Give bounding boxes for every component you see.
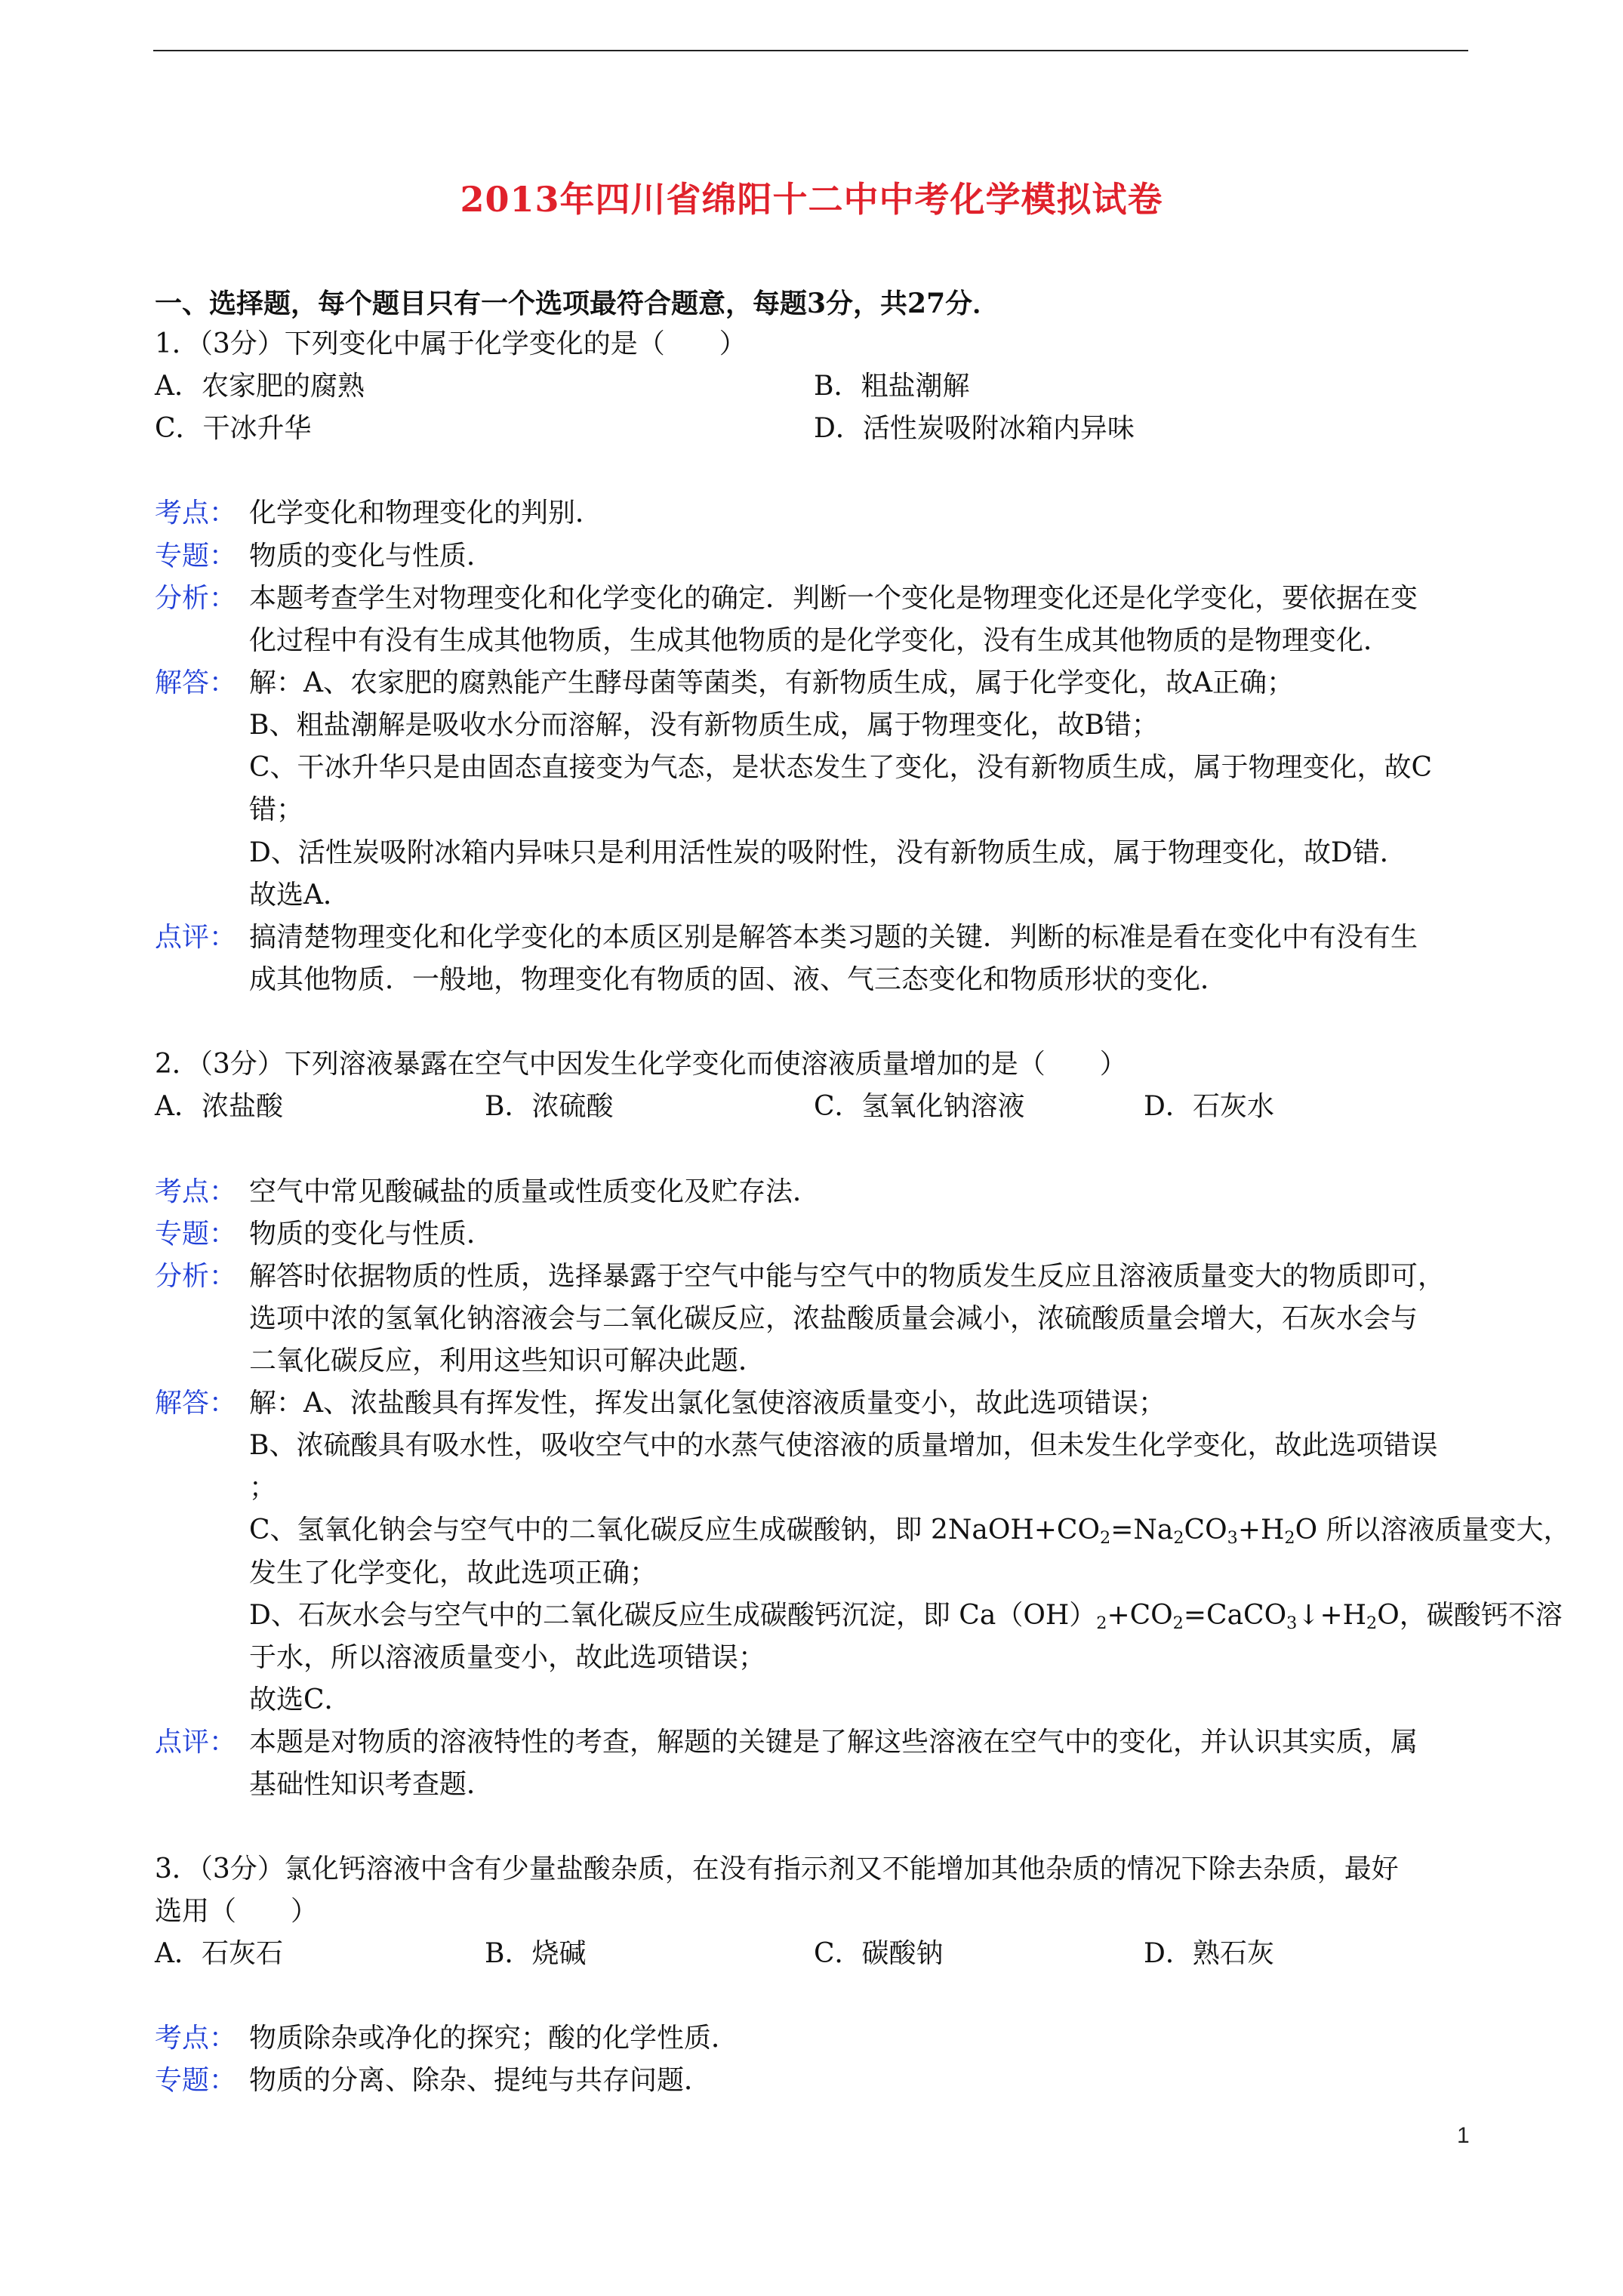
q2-jieda-d-part-d: ↓+H — [1297, 1600, 1367, 1631]
q2-zhuanti-label: 专题： — [155, 1219, 237, 1250]
q2-dianping-line-2: 基础性知识考查题． — [249, 1769, 494, 1800]
q1-kaodian-text: 化学变化和物理变化的判别． — [249, 498, 603, 529]
q1-fenxi-line-2: 化过程中有没有生成其他物质，生成其他物质的是化学变化，没有生成其他物质的是物理变化． — [249, 625, 1391, 656]
q3-kaodian-text: 物质除杂或净化的探究；酸的化学性质． — [249, 2023, 739, 2054]
q2-dianping-line-1: 本题是对物质的溶液特性的考查，解题的关键是了解这些溶液在空气中的变化，并认识其实质，属 — [249, 1727, 1418, 1758]
q1-jieda-line-3: C、干冰升华只是由固态直接变为气态，是状态发生了变化，没有新物质生成，属于物理变化，故C — [249, 752, 1433, 783]
q1-kaodian-label: 考点： — [155, 498, 237, 529]
q2-kaodian-text: 空气中常见酸碱盐的质量或性质变化及贮存法． — [249, 1176, 821, 1207]
q1-jieda-line-6: 故选A． — [249, 880, 350, 911]
q3-option-d: D．熟石灰 — [1144, 1938, 1274, 1969]
q2-jieda-line-7: 于水，所以溶液质量变小，故此选项错误； — [249, 1642, 766, 1673]
q3-option-b: B．烧碱 — [485, 1938, 587, 1969]
q1-zhuanti-label: 专题： — [155, 541, 237, 572]
q2-jieda-line-8: 故选C． — [249, 1684, 352, 1715]
q3-option-a: A．石灰石 — [155, 1938, 283, 1969]
q3-zhuanti-label: 专题： — [155, 2065, 237, 2096]
q1-option-b: B．粗盐潮解 — [814, 371, 970, 402]
section-heading: 一、选择题，每个题目只有一个选项最符合题意，每题3分，共27分． — [155, 288, 1000, 319]
q2-jieda-line-4 — [249, 1512, 1571, 1549]
header-rule — [153, 50, 1468, 51]
q1-fenxi-line-1: 本题考查学生对物理变化和化学变化的确定．判断一个变化是物理变化还是化学变化，要依据在变 — [249, 583, 1418, 614]
subscript-2: 2 — [1096, 1613, 1107, 1634]
q2-jieda-c-part-b: =Na — [1110, 1515, 1174, 1546]
question-3-stem-line-2: 选用（ ） — [155, 1896, 319, 1927]
question-1-stem: 1．（3分）下列变化中属于化学变化的是（ ） — [155, 328, 747, 359]
q2-jieda-line-5: 发生了化学变化，故此选项正确； — [249, 1558, 658, 1589]
q3-kaodian-label: 考点： — [155, 2023, 237, 2054]
q1-jieda-line-5: D、活性炭吸附冰箱内异味只是利用活性炭的吸附性，没有新物质生成，属于物理变化，故D错． — [249, 837, 1407, 868]
q3-option-c: C．碳酸钠 — [814, 1938, 944, 1969]
q2-option-d: D．石灰水 — [1144, 1091, 1274, 1122]
q2-kaodian-label: 考点： — [155, 1176, 237, 1207]
page-title: 2013年四川省绵阳十二中中考化学模拟试卷 — [460, 179, 1163, 220]
q2-zhuanti-text: 物质的变化与性质． — [249, 1219, 494, 1250]
subscript-2: 2 — [1366, 1613, 1378, 1634]
q2-jieda-c-part-c: CO — [1184, 1515, 1227, 1546]
q2-jieda-d-part-b: +CO — [1107, 1600, 1173, 1631]
q1-dianping-label: 点评： — [155, 922, 237, 953]
q2-jieda-c-part-a: C、氢氧化钠会与空气中的二氧化碳反应生成碳酸钠，即 2NaOH+CO — [249, 1515, 1100, 1546]
q2-fenxi-line-1: 解答时依据物质的性质，选择暴露于空气中能与空气中的物质发生反应且溶液质量变大的物质即可， — [249, 1261, 1446, 1292]
subscript-3: 3 — [1286, 1613, 1298, 1634]
q2-jieda-c-part-d: +H — [1237, 1515, 1285, 1546]
subscript-2: 2 — [1173, 1528, 1184, 1549]
q2-fenxi-label: 分析： — [155, 1261, 237, 1292]
q1-option-d: D．活性炭吸附冰箱内异味 — [814, 413, 1135, 444]
q2-jieda-d-part-e: O，碳酸钙不溶 — [1377, 1600, 1563, 1631]
q1-fenxi-label: 分析： — [155, 583, 237, 614]
q2-jieda-line-6 — [249, 1598, 1563, 1634]
subscript-2: 2 — [1100, 1528, 1111, 1549]
q1-option-a: A．农家肥的腐熟 — [155, 371, 365, 402]
q3-zhuanti-text: 物质的分离、除杂、提纯与共存问题． — [249, 2065, 712, 2096]
q1-jieda-line-4: 错； — [249, 794, 304, 825]
q2-option-a: A．浓盐酸 — [155, 1091, 283, 1122]
q2-option-c: C．氢氧化钠溶液 — [814, 1091, 1025, 1122]
q2-jieda-line-2: B、浓硫酸具有吸水性，吸收空气中的水蒸气使溶液的质量增加，但未发生化学变化，故此选项错误 — [249, 1430, 1438, 1461]
question-3-stem-line-1: 3．（3分）氯化钙溶液中含有少量盐酸杂质，在没有指示剂又不能增加其他杂质的情况下除去杂质，最好 — [155, 1854, 1399, 1885]
subscript-3: 3 — [1227, 1528, 1238, 1549]
q2-fenxi-line-2: 选项中浓的氢氧化钠溶液会与二氧化碳反应，浓盐酸质量会减小，浓硫酸质量会增大，石灰水会与 — [249, 1303, 1418, 1334]
subscript-2: 2 — [1284, 1528, 1295, 1549]
subscript-2: 2 — [1172, 1613, 1184, 1634]
q2-jieda-d-part-c: =CaCO — [1183, 1600, 1287, 1631]
q1-dianping-line-2: 成其他物质．一般地，物理变化有物质的固、液、气三态变化和物质形状的变化． — [249, 964, 1228, 995]
q2-jieda-label: 解答： — [155, 1388, 237, 1419]
page-number: 1 — [1457, 2123, 1470, 2148]
q2-jieda-d-part-a: D、石灰水会与空气中的二氧化碳反应生成碳酸钙沉淀，即 Ca（OH） — [249, 1600, 1097, 1631]
q2-option-b: B．浓硫酸 — [485, 1091, 614, 1122]
q2-dianping-label: 点评： — [155, 1727, 237, 1758]
q2-jieda-line-3: ； — [249, 1472, 277, 1503]
q2-jieda-line-1: 解：A、浓盐酸具有挥发性，挥发出氯化氢使溶液质量变小，故此选项错误； — [249, 1388, 1166, 1419]
q1-jieda-line-1: 解：A、农家肥的腐熟能产生酵母菌等菌类，有新物质生成，属于化学变化，故A正确； — [249, 667, 1294, 698]
question-2-stem: 2．（3分）下列溶液暴露在空气中因发生化学变化而使溶液质量增加的是（ ） — [155, 1049, 1127, 1080]
q1-dianping-line-1: 搞清楚物理变化和化学变化的本质区别是解答本类习题的关键．判断的标准是看在变化中有没有生 — [249, 922, 1418, 953]
q1-jieda-line-2: B、粗盐潮解是吸收水分而溶解，没有新物质生成，属于物理变化，故B错； — [249, 710, 1159, 741]
q2-jieda-c-part-e: O 所以溶液质量变大， — [1295, 1515, 1571, 1546]
q2-fenxi-line-3: 二氧化碳反应，利用这些知识可解决此题． — [249, 1345, 766, 1376]
q1-jieda-label: 解答： — [155, 667, 237, 698]
q1-option-c: C．干冰升华 — [155, 413, 312, 444]
q1-zhuanti-text: 物质的变化与性质． — [249, 541, 494, 572]
